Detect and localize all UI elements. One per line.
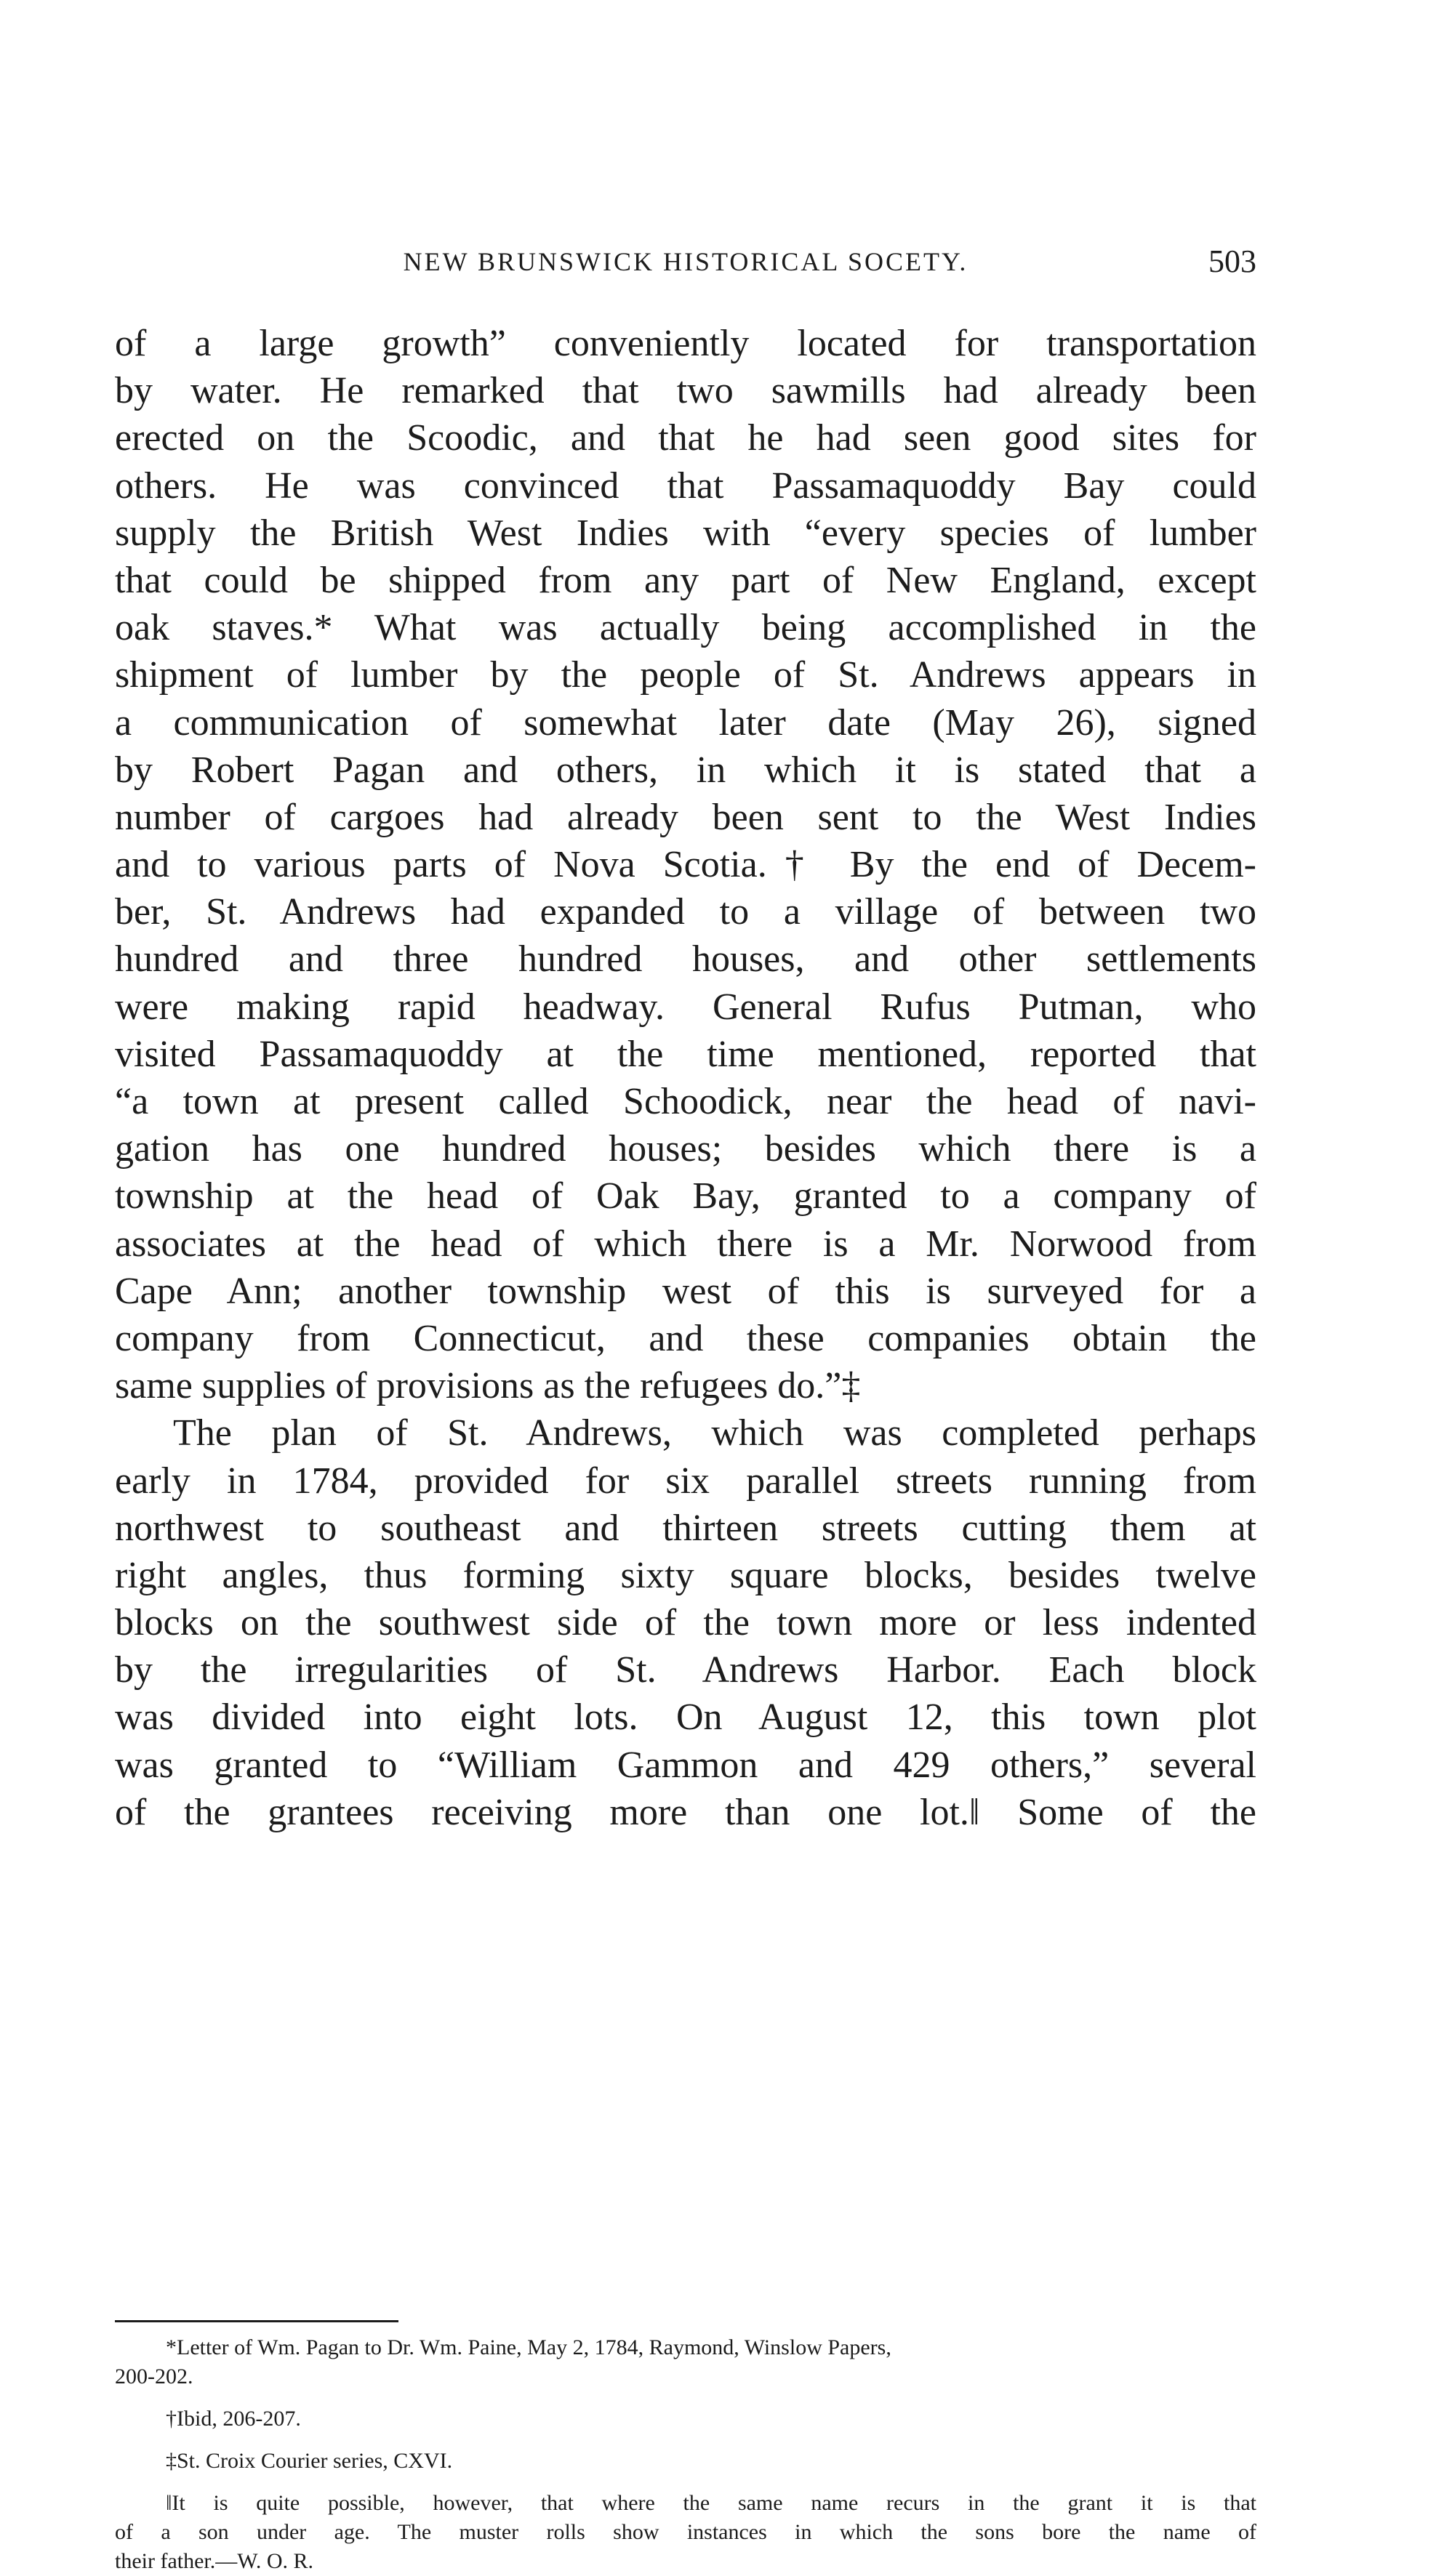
text-line: number of cargoes had already been sent to the West Indies <box>115 796 1256 838</box>
footnote-3: ‡St. Croix Courier series, CXVI. <box>166 2449 453 2473</box>
text-line: of a large growth” conveniently located for transportation <box>115 323 1256 364</box>
text-line: a communication of somewhat later date (May 26), signed <box>115 701 1256 744</box>
text-line: Cape Ann; another township west of this is surveyed for a <box>115 1270 1256 1312</box>
text-line: was divided into eight lots. On August 12, this town plot <box>115 1696 1256 1739</box>
text-line: were making rapid headway. General Rufus Putman, who <box>115 986 1256 1028</box>
running-title: NEW BRUNSWICK HISTORICAL SOCETY. <box>403 247 968 276</box>
footnotes <box>115 2333 1256 2576</box>
footnote-1: *Letter of Wm. Pagan to Dr. Wm. Paine, May 2, 1784, Raymond, Winslow Papers, <box>166 2335 891 2359</box>
text-line: visited Passamaquoddy at the time mentioned, reported that <box>115 1033 1256 1075</box>
text-line: and to various parts of Nova Scotia.† By the end of Decem- <box>115 844 1256 886</box>
text-line: northwest to southeast and thirteen streets cutting them at <box>115 1507 1256 1549</box>
text-line: hundred and three hundred houses, and other settlements <box>115 938 1256 981</box>
text-line: company from Connecticut, and these companies obtain the <box>115 1317 1256 1359</box>
paragraph-first-line: The plan of St. Andrews, which was completed perhaps <box>173 1412 1256 1454</box>
body-text <box>115 320 1256 1836</box>
text-line: erected on the Scoodic, and that he had seen good sites for <box>115 417 1256 459</box>
text-line: of the grantees receiving more than one lot.‖ Some of the <box>115 1791 1256 1833</box>
text-line: gation has one hundred houses; besides which there is a <box>115 1128 1256 1170</box>
text-line: township at the head of Oak Bay, granted to a company of <box>115 1175 1256 1217</box>
footnote-2: †Ibid, 206-207. <box>166 2407 301 2431</box>
footnote-4: ‖It is quite possible, however, that where the same name recurs in the grant it is that <box>166 2491 1256 2515</box>
text-line: ber, St. Andrews had expanded to a village of between two <box>115 891 1256 933</box>
page-number: 503 <box>1208 243 1256 279</box>
text-line: by water. He remarked that two sawmills had already been <box>115 370 1256 412</box>
text-line: was granted to “William Gammon and 429 others,” several <box>115 1744 1256 1786</box>
footnote-divider <box>115 2320 398 2322</box>
text-line: oak staves.* What was actually being accomplished in the <box>115 607 1256 649</box>
text-line: “a town at present called Schoodick, near the head of navi- <box>115 1081 1256 1122</box>
text-line: others. He was convinced that Passamaquoddy Bay could <box>115 464 1256 507</box>
text-line: early in 1784, provided for six parallel streets running from <box>115 1460 1256 1502</box>
text-line: same supplies of provisions as the refugees do.”‡ <box>115 1365 861 1407</box>
footnote-1-continuation: 200-202. <box>115 2364 193 2388</box>
text-line: that could be shipped from any part of New England, except <box>115 559 1256 601</box>
text-line: right angles, thus forming sixty square blocks, besides twelve <box>115 1554 1256 1596</box>
footnote-4-continuation: of a son under age. The muster rolls show instances in which the sons bore the name of <box>115 2520 1256 2544</box>
text-line: by the irregularities of St. Andrews Harbor. Each block <box>115 1649 1256 1691</box>
text-line: shipment of lumber by the people of St. Andrews appears in <box>115 654 1256 696</box>
footnote-4-continuation: their father.—W. O. R. <box>115 2549 314 2573</box>
running-head <box>115 240 1256 283</box>
text-line: associates at the head of which there is a Mr. Norwood from <box>115 1223 1256 1265</box>
text-line: blocks on the southwest side of the town more or less indented <box>115 1602 1256 1644</box>
text-line: by Robert Pagan and others, in which it is stated that a <box>115 749 1256 791</box>
text-line: supply the British West Indies with “every species of lumber <box>115 512 1256 554</box>
